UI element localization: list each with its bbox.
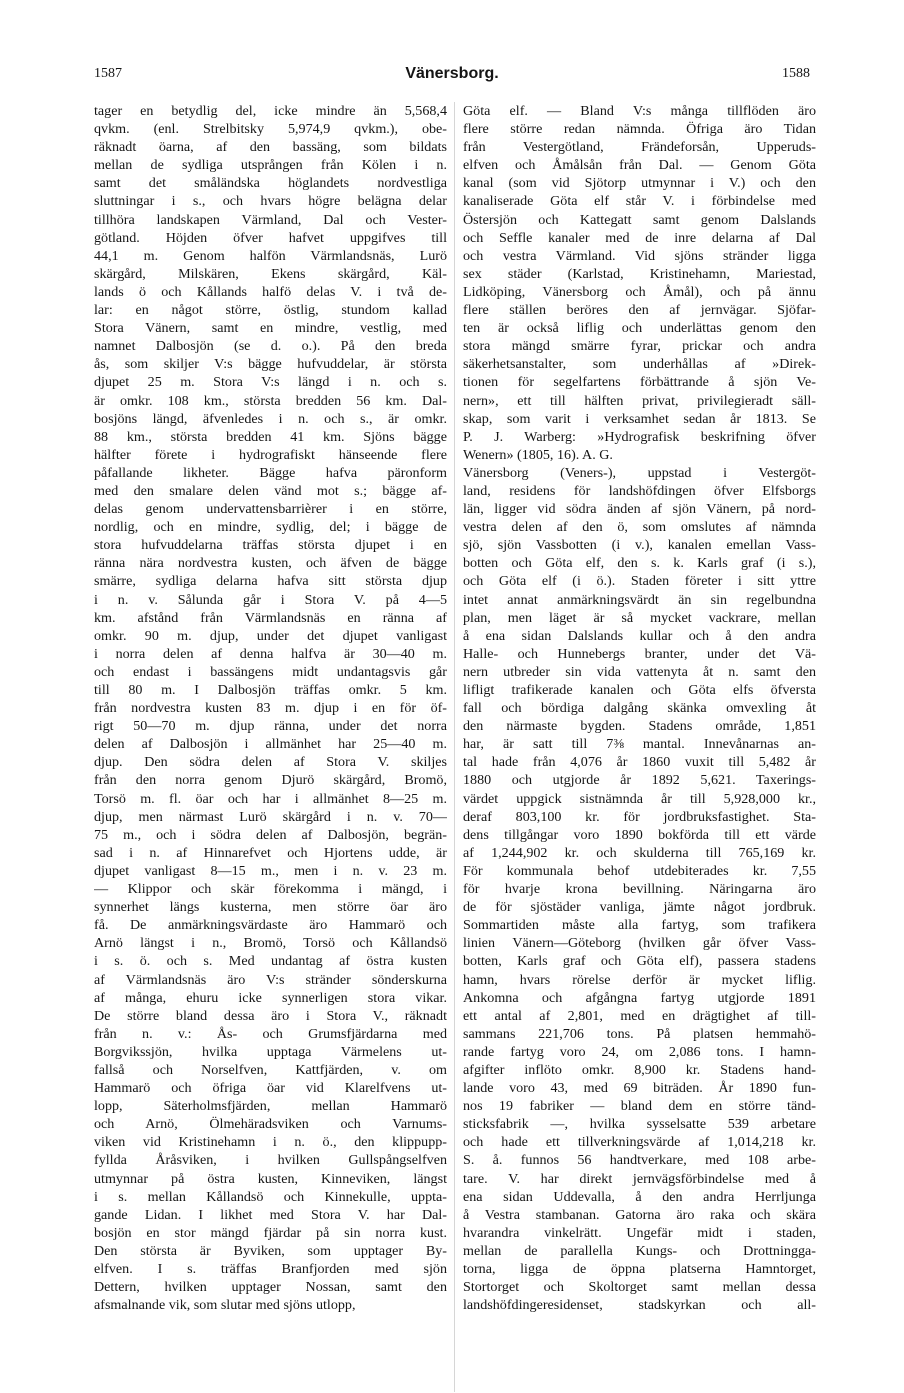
text-line: från Vestergötland, Frändeforsån, Upperuds- <box>463 139 816 156</box>
page-number-left: 1587 <box>94 66 122 81</box>
text-line: skärgård, Milskären, Ekens skärgård, Käl- <box>94 265 447 282</box>
text-line: plan, men läget är så mycket vackrare, mellan <box>463 609 816 626</box>
text-line: — Klippor och skär förekomma i mängd, i <box>94 881 447 898</box>
text-line: nordlig, och en mindre, sydlig, del; i bägge de <box>94 519 447 536</box>
text-line: bosjöns längd, äfvenledes i n. och s., är omkr. <box>94 410 447 427</box>
text-line: flere större redan nämnda. Öfriga äro Tidan <box>463 121 816 138</box>
text-line: 75 m., och i södra delen af Dalbosjön, begrän- <box>94 826 447 843</box>
text-line: sex städer (Karlstad, Kristinehamn, Mariestad, <box>463 265 816 282</box>
text-line: Ankomna och afgångna fartyg utgjorde 1891 <box>463 989 816 1006</box>
text-line: land, residens för landshöfdingen öfver Elfsborgs <box>463 482 816 499</box>
text-line: botten och Göta elf, den s. k. Karls graf (i s.), <box>463 555 816 572</box>
text-line: Sommartiden måste alla fartyg, som trafikera <box>463 917 816 934</box>
text-line: mellan de sydliga utsprången från Kölen i n. <box>94 157 447 174</box>
text-line: i norra delen af denna halfva är 30—40 m. <box>94 645 447 662</box>
text-line: hälfter förete i hydrografiskt hänseende flere <box>94 446 447 463</box>
text-line: och Göta elf (i ö.). Staden företer i sitt yttre <box>463 573 816 590</box>
text-line: djup. Den södra delen af Stora V. skiljes <box>94 754 447 771</box>
text-line: hvarandra vinkelrätt. Ungefär midt i staden, <box>463 1224 816 1241</box>
text-line: stora mängd smärre fyrar, prickar och andra <box>463 338 816 355</box>
text-line: och endast i bassängens midt undantagsvis går <box>94 663 447 680</box>
text-line: Wenern» (1805, 16). A. G. <box>463 446 613 463</box>
text-line: delen af Dalbosjön i allmänhet har 25—40 m. <box>94 736 447 753</box>
text-line: linien Vänern—Göteborg (hvilken går öfver Vass- <box>463 935 816 952</box>
text-line: af många, ehuru icke synnerligen stora vikar. <box>94 989 447 1006</box>
text-line: synnerhet längs kusterna, men större öar äro <box>94 899 447 916</box>
text-line: ränna nära nordvestra kusten, och äfven de bägge <box>94 555 447 572</box>
text-line: tionen för segelfartens förbättrande å sjön Ve- <box>463 374 816 391</box>
right-text-column <box>463 102 816 1314</box>
text-line: lopp, Säterholmsfjärden, mellan Hammarö <box>94 1098 447 1115</box>
text-line: Lidköping, Vänersborg och Åmål), och på ännu <box>463 283 816 300</box>
text-line: fallså och Norselfven, Kattfjärden, v. om <box>94 1061 447 1078</box>
text-line: samt det småländska höglandets nordvestliga <box>94 175 447 192</box>
text-line: De större bland dessa äro i Stora V., räknadt <box>94 1007 447 1024</box>
text-line: namnet Dalbosjön (se d. o.). På den breda <box>94 338 447 355</box>
text-line: värdet uppgick sistnämnda år till 5,928,000 kr., <box>463 790 816 807</box>
text-line: delas genom undervattensbarrièrer i en större, <box>94 501 447 518</box>
text-line: rigt 50—70 m. djup ränna, under det norra <box>94 718 447 735</box>
text-line: qvkm. (enl. Strelbitsky 5,974,9 qvkm.), obe- <box>94 121 447 138</box>
text-line: af Värmlandsnäs äro V:s stränder sönderskurna <box>94 971 447 988</box>
text-line: till 80 m. I Dalbosjön träffas omkr. 5 km. <box>94 682 447 698</box>
text-line: mellan de parallella Kungs- och Drottningga- <box>463 1242 816 1259</box>
text-line: påfallande likheter. Bägge hafva päronform <box>94 464 447 481</box>
text-line: Den största är Byviken, som upptager By- <box>94 1242 447 1259</box>
text-line: ås, som skiljer V:s bägge hufvuddelar, är största <box>94 356 447 373</box>
text-line: afgifter inflöto omkr. 8,900 kr. Stadens hand- <box>463 1061 816 1078</box>
text-line: intet annat anmärkningsvärdt än sin regelbundna <box>463 591 816 608</box>
text-line: för hvarje krona bevillning. Näringarna äro <box>463 881 816 898</box>
left-text-column <box>94 102 447 1314</box>
text-line: kanal (som vid Sjötorp utmynnar i V.) och den <box>463 175 816 192</box>
text-line: omkr. 90 m. djup, under det djupet vanligast <box>94 627 447 644</box>
text-line: S. å. funnos 56 handtverkare, med 108 arbe- <box>463 1152 816 1169</box>
text-line: Hammarö och öfriga öar vid Klarelfvens ut- <box>94 1080 447 1097</box>
text-line: djupet 25 m. Stora V:s längd i n. och s. <box>94 374 447 391</box>
text-line: dens tillgångar voro 1890 bokförda till ett värde <box>463 826 816 843</box>
text-line: djup, men närmast Lurö skärgård i n. v. 70— <box>94 808 447 825</box>
text-line: Göta elf. — Bland V:s många tillflöden äro <box>463 103 816 119</box>
text-line: ena sidan Uddevalla, å den andra Herrljunga <box>463 1188 816 1205</box>
text-line: utmynnar på östra kusten, Kinneviken, längst <box>94 1170 447 1187</box>
text-line: sjö, sjön Vassbotten (i v.), kanalen emellan Vass- <box>463 537 816 554</box>
text-line: hamn, hvars rörelse derför är mycket liflig. <box>463 971 816 988</box>
text-line: sticksfabrik —, hvilka sysselsatte 539 arbetare <box>463 1116 816 1133</box>
text-line: och hade ett tillverkningsvärde af 1,014,218 kr. <box>463 1134 816 1151</box>
text-line: i n. v. Sålunda går i Stora V. på 4—5 <box>94 591 447 608</box>
text-line: från nordvestra kusten 83 m. djup i en för öf- <box>94 700 447 717</box>
text-line: P. J. Warberg: »Hydrografisk beskrifning öfver <box>463 428 816 445</box>
text-line: viken vid Kristinehamn i n. ö., den klippupp- <box>94 1134 447 1151</box>
text-line: tager en betydlig del, icke mindre än 5,568,4 <box>94 103 447 119</box>
text-line: lands ö och Kållands halfö delas V. i två de- <box>94 283 447 300</box>
text-line: den närmaste bygden. Stadens område, 1,851 <box>463 718 816 735</box>
page-number-right: 1588 <box>782 66 810 81</box>
text-line: 44,1 m. Genom halfön Värmlandsnäs, Lurö <box>94 247 447 264</box>
text-line: med den smalare delen vänd mot s.; bägge af- <box>94 482 447 499</box>
text-line: Östersjön och Kattegatt samt genom Dalslands <box>463 211 816 228</box>
text-line: skap, som varit i verksamhet sedan år 1813. Se <box>463 410 816 427</box>
running-title: Vänersborg. <box>405 65 499 82</box>
text-line: Torsö m. fl. öar och har i allmänhet 8—25 m. <box>94 790 447 807</box>
text-line: gande Lidan. I likhet med Stora V. har Dal- <box>94 1206 447 1223</box>
text-line: flere ställen beröres den af jernvägar. Sjöfar- <box>463 302 816 319</box>
text-line: fyllda Åråsviken, i hvilken Gullspångselfven <box>94 1152 447 1169</box>
text-line: lar: en något större, östlig, stundom kallad <box>94 302 447 319</box>
text-line: Halle- och Hunnebergs branter, under det Vä- <box>463 645 816 662</box>
text-line: deraf 803,100 kr. för jordbruksfastighet. Sta- <box>463 808 816 825</box>
text-line: har, är satt till 7⅜ mantal. Innevånarnas an- <box>463 736 816 753</box>
text-line: götland. Höjden öfver hafvet uppgifves till <box>94 229 447 246</box>
text-line: elfven. I s. träffas Branfjorden med sjön <box>94 1261 447 1277</box>
text-line: elfven och Åmålsån från Dal. — Genom Göta <box>463 157 816 174</box>
text-line: få. De anmärkningsvärdaste äro Hammarö och <box>94 917 447 934</box>
text-line: afsmalnande vik, som slutar med sjöns utlopp, <box>94 1297 356 1314</box>
text-line: säkerhetsanstalter, som underhållas af »Direk- <box>463 356 816 373</box>
text-line: från den norra genom Djurö skärgård, Bromö, <box>94 772 447 789</box>
text-line: nern», ett till hälften privat, privilegieradt säll- <box>463 392 816 409</box>
column-divider <box>454 102 455 1392</box>
page-header <box>94 66 810 88</box>
text-line: nern utbreder sin vida vattenyta åt n. samt den <box>463 663 816 680</box>
text-line: är omkr. 108 km., största bredden 56 km. Dal- <box>94 392 447 409</box>
text-line: Dettern, hvilken upptager Nossan, samt den <box>94 1279 447 1296</box>
text-line: rande fartyg voro 24, om 2,086 tons. I hamn- <box>463 1043 816 1060</box>
text-line: i s. ö. och s. Med undantag af östra kusten <box>94 953 447 970</box>
text-line: botten, Karls graf och Göta elf), passera stadens <box>463 953 816 970</box>
text-line: räknadt öarna, af den bassäng, som bildats <box>94 139 447 156</box>
text-line: och Seffle kanaler med de inre delarna af Dal <box>463 229 816 246</box>
text-line: ten är också liflig och underlättas genom den <box>463 320 816 337</box>
text-line: tal hade från 4,076 år 1860 vuxit till 5,482 år <box>463 754 816 771</box>
text-line: i s. mellan Kållandsö och Kinnekulle, uppta- <box>94 1188 447 1205</box>
text-line: Vänersborg (Veners-), uppstad i Vestergöt- <box>463 464 816 481</box>
text-line: ett antal af 2,801, med en drägtighet af till- <box>463 1007 816 1024</box>
text-line: från n. v.: Ås- och Grumsfjärdarna med <box>94 1025 447 1042</box>
text-line: sluttningar i s., och hvars högre belägna delar <box>94 193 447 210</box>
text-line: sammans 221,706 tons. På platsen hemmahö- <box>463 1025 816 1042</box>
text-line: sad i n. af Hinnarefvet och Hjortens udde, är <box>94 844 447 861</box>
text-line: landshöfdingeresidenset, stadskyrkan och all- <box>463 1297 816 1314</box>
text-line: å ena sidan Dalslands kullar och å den andra <box>463 627 816 644</box>
text-line: nos 19 fabriker — bland dem en större tänd- <box>463 1098 816 1115</box>
text-line: stora hufvuddelarna träffas största djupet i en <box>94 537 447 554</box>
text-line: bosjön en stor mängd fjärdar på sin norra kust. <box>94 1224 447 1241</box>
text-line: och Arnö, Ölmehäradsviken och Varnums- <box>94 1116 447 1133</box>
text-line: smärre, sydliga delarna hafva sitt största djup <box>94 573 447 590</box>
text-line: torna, ligga de öppna platserna Hamntorget, <box>463 1261 816 1277</box>
text-line: Arnö längst i n., Bromö, Torsö och Kållandsö <box>94 935 447 952</box>
text-line: djupet vanligast 8—15 m., men i n. v. 23 m. <box>94 862 447 879</box>
text-line: Borgvikssjön, hvilka upptaga Värmelens ut- <box>94 1043 447 1060</box>
text-line: och vestra Värmland. Vid sjöns stränder ligga <box>463 247 816 264</box>
text-line: km. afstånd från Värmlandsnäs en ränna af <box>94 609 447 626</box>
text-line: å Vestra stambanan. Gatorna äro raka och skära <box>463 1206 816 1223</box>
text-line: de för sjöstäder vanliga, jämte något jordbruk. <box>463 899 816 916</box>
text-line: fall och bördiga dalgång skänka omvexling åt <box>463 700 816 717</box>
text-line: tare. V. har direkt jernvägsförbindelse med å <box>463 1170 816 1187</box>
text-line: 88 km., största bredden 41 km. Sjöns bägge <box>94 428 447 445</box>
text-line: lifligt trafikerade kanalen och Göta elfs öfversta <box>463 682 816 698</box>
text-line: lande voro 43, med 69 biträden. År 1890 fun- <box>463 1080 816 1097</box>
text-line: För kommunala behof utdebiterades kr. 7,55 <box>463 862 816 879</box>
text-line: Stora Vänern, samt en mindre, vestlig, med <box>94 320 447 337</box>
text-line: 1880 och utgjorde år 1892 5,621. Taxerings- <box>463 772 816 789</box>
text-line: af 1,244,902 kr. och skulderna till 765,169 kr. <box>463 844 816 861</box>
text-line: Stortorget och Skoltorget samt mellan dessa <box>463 1279 816 1296</box>
text-line: län, ligger vid södra änden af sjön Vänern, på nord- <box>463 501 816 518</box>
text-line: kanaliserade Göta elf står V. i förbindelse med <box>463 193 816 210</box>
text-line: vestra delen af den ö, som omslutes af nämnda <box>463 519 816 536</box>
text-line: tillhöra landskapen Värmland, Dal och Vester- <box>94 211 447 228</box>
